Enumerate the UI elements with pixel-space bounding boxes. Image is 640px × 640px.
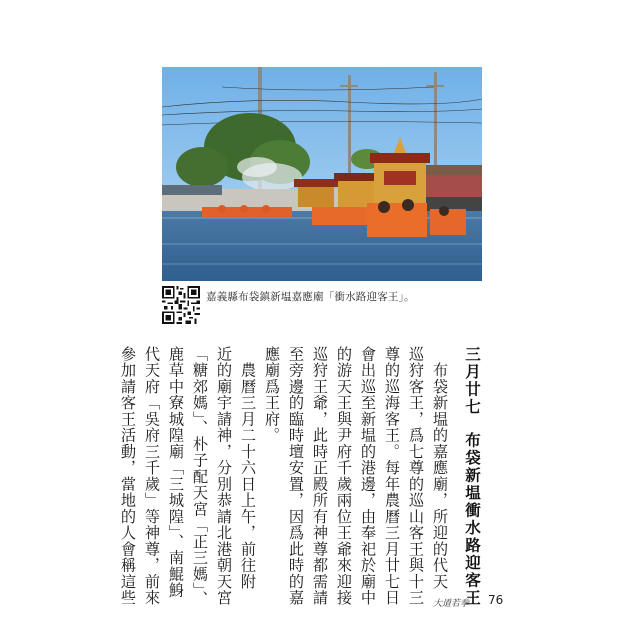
page-number: 76 xyxy=(488,593,504,607)
text-column: 尊的巡海客王。每年農曆三月廿七日 xyxy=(383,346,401,606)
photo-caption: 嘉義縣布袋鎮新塭嘉應廟「衝水路迎客王」。 xyxy=(206,291,415,303)
text-column: 巡狩王爺，此時正殿所有神尊都需請 xyxy=(311,346,329,606)
section-heading xyxy=(462,346,482,607)
footer-label: 大道若拳 xyxy=(433,599,470,609)
photo-illustration xyxy=(162,67,482,281)
text-column: 近的廟宇請神，分別恭請北港朝天宮 xyxy=(215,346,233,606)
text-column: 代天府「吳府三千歲」等神尊，前來 xyxy=(143,346,161,606)
qr-code-icon[interactable] xyxy=(162,286,200,324)
text-column: 布袋新塭的嘉應廟，所迎的代天 xyxy=(431,346,449,590)
text-column: 鹿草中寮城隍廟「三城隍」、南鯤鯓 xyxy=(167,346,185,599)
section-date: 三月廿七 xyxy=(463,346,481,416)
text-column: 巡狩客王，爲七尊的巡山客王與十三 xyxy=(407,346,425,606)
text-column: 至旁邊的臨時壇安置，因爲此時的嘉 xyxy=(287,346,305,606)
text-column: 「糖郊媽」、朴子配天宮「正三媽」、 xyxy=(191,346,209,608)
section-title: 布袋新塭衝水路迎客王 xyxy=(463,432,481,607)
procession-photo xyxy=(162,67,482,281)
text-column: 參加請客王活動，當地的人會稱這些 xyxy=(119,346,137,606)
text-column: 應廟爲王府。 xyxy=(263,346,281,444)
text-column: 的游天王與尹府千歲兩位王爺來迎接 xyxy=(335,346,353,606)
text-column: 會出巡至新塭的港邊，由奉祀於廟中 xyxy=(359,346,377,606)
text-column: 農曆三月二十六日上午，前往附 xyxy=(239,346,257,590)
